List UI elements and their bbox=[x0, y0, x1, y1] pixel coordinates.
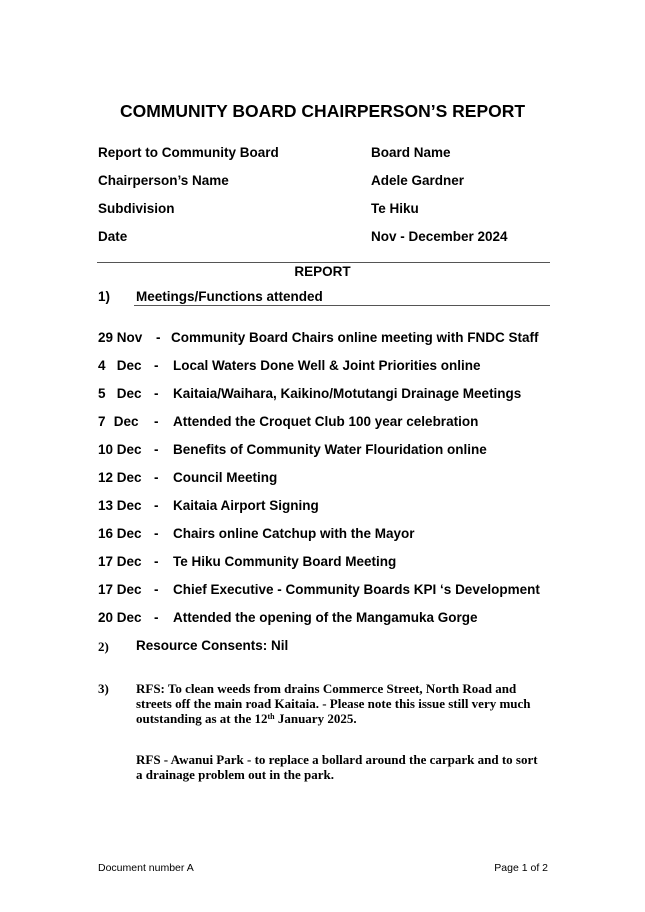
info-value-board-name: Board Name bbox=[371, 145, 451, 160]
divider bbox=[97, 262, 550, 263]
section-3-number: 3) bbox=[98, 681, 109, 696]
meeting-date: 5 Dec bbox=[98, 386, 142, 401]
meeting-date: 29 Nov bbox=[98, 330, 143, 345]
section-1-title: Meetings/Functions attended bbox=[136, 289, 323, 304]
info-label-subdivision: Subdivision bbox=[98, 201, 175, 216]
meeting-description: Te Hiku Community Board Meeting bbox=[173, 554, 397, 569]
rfs-item-awanui-park: RFS - Awanui Park - to replace a bollard around the carpark and to sort a drainage problem out in the park. bbox=[136, 752, 538, 782]
meeting-description: Chairs online Catchup with the Mayor bbox=[173, 526, 415, 541]
meeting-date: 20 Dec bbox=[98, 610, 142, 625]
page-title: COMMUNITY BOARD CHAIRPERSON’S REPORT bbox=[119, 101, 526, 121]
meeting-date: 10 Dec bbox=[98, 442, 142, 457]
meeting-description: Chief Executive - Community Boards KPI ‘s Development bbox=[173, 582, 540, 597]
rfs-item-drains: RFS: To clean weeds from drains Commerce Street, North Road and streets off the main road Kaitaia. - Please note this issue still very much outstanding as at the 12th January 2025. bbox=[136, 681, 531, 726]
report-heading: REPORT bbox=[294, 264, 351, 279]
info-value-date: Nov - December 2024 bbox=[371, 229, 508, 244]
meeting-description: Local Waters Done Well & Joint Priorities online bbox=[173, 358, 481, 373]
info-label-chairperson: Chairperson’s Name bbox=[98, 173, 229, 188]
info-value-subdivision: Te Hiku bbox=[371, 201, 419, 216]
meeting-description: Council Meeting bbox=[173, 470, 278, 485]
footer-page-number: Page 1 of 2 bbox=[494, 862, 548, 874]
meeting-date: 17 Dec bbox=[98, 582, 142, 597]
meeting-date: 13 Dec bbox=[98, 498, 142, 513]
meeting-description: Community Board Chairs online meeting with FNDC Staff bbox=[171, 330, 539, 345]
meeting-date: 7 Dec bbox=[98, 414, 139, 429]
footer-document-number: Document number A bbox=[98, 862, 194, 874]
meeting-date: 12 Dec bbox=[98, 470, 142, 485]
section-2-title: Resource Consents: Nil bbox=[136, 638, 289, 653]
meeting-date: 4 Dec bbox=[98, 358, 142, 373]
meeting-description: Benefits of Community Water Flouridation online bbox=[173, 442, 487, 457]
info-label-report-to: Report to Community Board bbox=[98, 145, 279, 160]
meeting-description: Attended the opening of the Mangamuka Gorge bbox=[173, 610, 478, 625]
section-2-number: 2) bbox=[98, 639, 109, 654]
info-value-chairperson: Adele Gardner bbox=[371, 173, 465, 188]
info-label-date: Date bbox=[98, 229, 128, 244]
section-1-number: 1) bbox=[98, 289, 111, 304]
meeting-description: Kaitaia/Waihara, Kaikino/Motutangi Drainage Meetings bbox=[173, 386, 522, 401]
section-1-underline bbox=[134, 305, 550, 306]
meeting-date: 17 Dec bbox=[98, 554, 142, 569]
meeting-description: Kaitaia Airport Signing bbox=[173, 498, 319, 513]
meeting-date: 16 Dec bbox=[98, 526, 142, 541]
meeting-description: Attended the Croquet Club 100 year celebration bbox=[173, 414, 479, 429]
